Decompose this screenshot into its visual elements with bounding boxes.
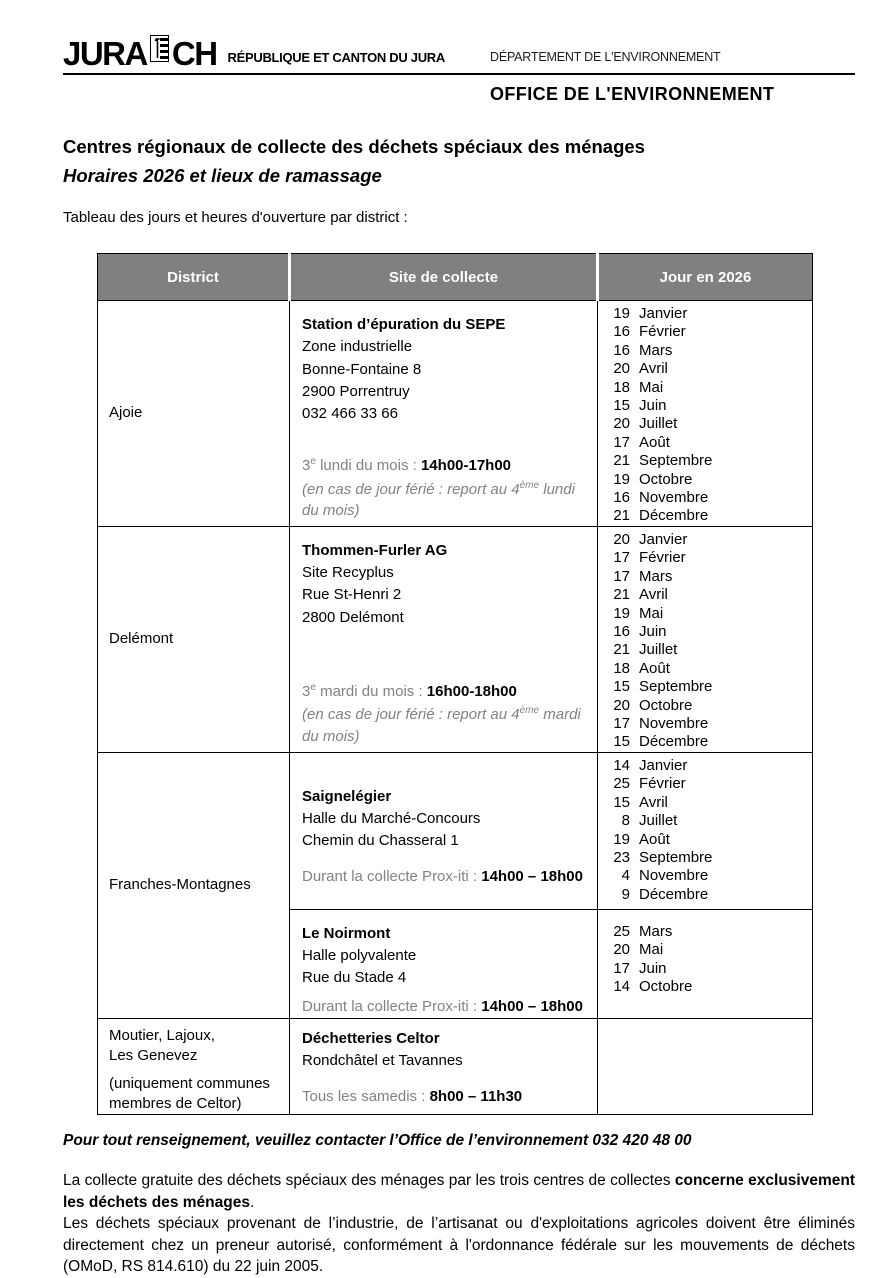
table-row xyxy=(98,1019,813,1115)
date-day: 17 xyxy=(613,433,630,451)
date-month: Juin xyxy=(639,959,667,977)
date-month: Août xyxy=(639,433,670,451)
collection-date xyxy=(608,471,808,489)
date-day: 16 xyxy=(613,489,630,507)
collection-date xyxy=(608,305,808,323)
collection-date xyxy=(608,960,808,978)
collection-date xyxy=(608,733,808,751)
text-line: Chemin du Chasseral 1 xyxy=(302,832,459,850)
date-day: 19 xyxy=(613,604,630,622)
text-line: Rue St-Henri 2 xyxy=(302,586,402,604)
page-subtitle: Horaires 2026 et lieux de ramassage xyxy=(63,165,382,186)
district-ajoie: Ajoie xyxy=(98,301,290,527)
collection-date xyxy=(608,489,808,507)
date-day: 17 xyxy=(613,567,630,585)
date-month: Décembre xyxy=(639,885,709,903)
date-month: Janvier xyxy=(639,305,688,322)
date-day: 17 xyxy=(613,959,630,977)
date-day: 25 xyxy=(613,922,630,940)
date-month: Avril xyxy=(639,360,668,378)
office-label: OFFICE DE L'ENVIRONNEMENT xyxy=(490,84,775,104)
site-cell-thommen-furler xyxy=(290,526,598,752)
holiday-note: (en cas de jour férié : report au 4ème mardi du mois) xyxy=(302,705,581,745)
date-month: Janvier xyxy=(639,530,688,548)
district-moutier-lajoux-les-genevez xyxy=(98,1019,290,1115)
collection-date xyxy=(608,849,808,867)
collection-date xyxy=(608,531,808,549)
text-line: Moutier, Lajoux, xyxy=(109,1027,215,1045)
site-name: Déchetteries Celtor xyxy=(302,1030,440,1048)
collection-date xyxy=(608,775,808,793)
table-header-row xyxy=(98,254,813,301)
schedule-line xyxy=(302,455,589,477)
collection-date xyxy=(608,507,808,525)
collection-date xyxy=(608,831,808,849)
site-cell-sepe xyxy=(290,301,598,527)
date-day: 18 xyxy=(613,378,630,396)
collection-date xyxy=(608,323,808,341)
jura-crest-icon xyxy=(150,35,169,67)
footer-paragraph-1: La collecte gratuite des déchets spéciaux des ménages par les trois centres de collectes concerne exclusivement les déchets des ménages. xyxy=(63,1172,855,1211)
date-day: 20 xyxy=(613,941,630,959)
date-day: 8 xyxy=(621,812,630,830)
date-month: Mars xyxy=(639,922,673,940)
date-day: 20 xyxy=(613,415,630,433)
date-day: 19 xyxy=(613,305,630,322)
date-day: 21 xyxy=(613,641,630,659)
text-line: Site Recyplus xyxy=(302,564,394,582)
date-day: 17 xyxy=(613,714,630,732)
date-day: 9 xyxy=(621,885,630,903)
date-month: Octobre xyxy=(639,696,693,714)
schedule-time: 16h00-18h00 xyxy=(426,683,517,701)
date-day: 19 xyxy=(613,470,630,488)
date-month: Novembre xyxy=(639,867,709,885)
site-address xyxy=(302,945,589,990)
dates-cell xyxy=(598,301,813,527)
district-delemont: Delémont xyxy=(98,526,290,752)
date-month: Août xyxy=(639,659,670,677)
collection-date xyxy=(608,415,808,433)
collection-date xyxy=(608,678,808,696)
date-month: Avril xyxy=(639,586,668,604)
date-month: Novembre xyxy=(639,714,709,732)
date-month: Juillet xyxy=(639,812,678,830)
table-row xyxy=(98,301,813,527)
date-month: Juin xyxy=(639,397,667,415)
collection-date xyxy=(608,660,808,678)
collection-date xyxy=(608,941,808,959)
date-day: 21 xyxy=(613,507,630,525)
date-month: Mars xyxy=(639,341,673,359)
column-header-district: District xyxy=(98,254,290,301)
schedule-line xyxy=(302,996,589,1018)
text-line: Rondchâtel et Tavannes xyxy=(302,1052,463,1070)
collection-date xyxy=(608,605,808,623)
date-day: 25 xyxy=(613,775,630,793)
date-month: Août xyxy=(639,830,670,848)
text-line: 2900 Porrentruy xyxy=(302,382,410,400)
date-month: Février xyxy=(639,323,686,341)
logo-text-ch: CH xyxy=(171,34,217,72)
collection-date xyxy=(608,379,808,397)
date-month: Janvier xyxy=(639,756,688,774)
date-month: Mai xyxy=(639,941,664,959)
schedule-label: 3e mardi du mois : xyxy=(302,682,427,701)
table-row xyxy=(98,526,813,752)
date-day: 16 xyxy=(613,323,630,341)
date-day: 16 xyxy=(613,341,630,359)
collection-date xyxy=(608,342,808,360)
district-name-lines xyxy=(109,1026,289,1066)
canton-label: RÉPUBLIQUE ET CANTON DU JURA xyxy=(227,50,445,65)
schedule-label: Durant la collecte Prox-iti : xyxy=(302,997,482,1015)
logo-text-jura: JURA xyxy=(63,34,147,72)
schedule-label: Durant la collecte Prox-iti : xyxy=(302,867,482,885)
collection-date xyxy=(608,360,808,378)
date-day: 21 xyxy=(613,452,630,470)
collection-date xyxy=(608,549,808,567)
collection-date xyxy=(608,623,808,641)
text-line: Bonne-Fontaine 8 xyxy=(302,360,422,378)
collection-date xyxy=(608,568,808,586)
text-line: 032 466 33 66 xyxy=(302,405,398,423)
schedule-time: 14h00-17h00 xyxy=(420,457,512,475)
text-line: Rue du Stade 4 xyxy=(302,969,407,987)
date-day: 21 xyxy=(613,586,630,604)
collection-date xyxy=(608,923,808,941)
collection-date xyxy=(608,812,808,830)
text-line: Zone industrielle xyxy=(302,338,413,356)
date-month: Juillet xyxy=(639,641,678,659)
district-franches-montagnes: Franches-Montagnes xyxy=(98,752,290,1018)
dates-cell xyxy=(598,526,813,752)
date-day: 15 xyxy=(613,678,630,696)
site-address xyxy=(302,336,589,425)
date-day: 14 xyxy=(613,978,630,996)
text-line: Halle du Marché-Concours xyxy=(302,810,481,828)
collection-date xyxy=(608,697,808,715)
date-day: 20 xyxy=(613,360,630,378)
site-address xyxy=(302,1050,589,1072)
date-month: Mai xyxy=(639,378,664,396)
collection-date xyxy=(608,397,808,415)
date-month: Mai xyxy=(639,604,664,622)
collection-date xyxy=(608,452,808,470)
date-month: Février xyxy=(639,549,686,567)
date-day: 19 xyxy=(613,830,630,848)
footer-bold-emphasis: concerne exclusivement les déchets des ménages xyxy=(63,1172,855,1211)
schedule-label: 3e lundi du mois : xyxy=(302,456,421,475)
date-month: Septembre xyxy=(639,848,713,866)
collection-date xyxy=(608,434,808,452)
dates-cell xyxy=(598,752,813,909)
date-day: 15 xyxy=(613,397,630,415)
schedule-line xyxy=(302,866,589,888)
date-month: Décembre xyxy=(639,733,709,751)
date-month: Septembre xyxy=(639,678,713,696)
collection-date xyxy=(608,715,808,733)
letterhead-rule xyxy=(63,73,855,75)
collection-schedule-table xyxy=(97,253,813,1115)
date-day: 17 xyxy=(613,549,630,567)
collection-date xyxy=(608,867,808,885)
page-bottom-cutoff-text xyxy=(768,1227,798,1234)
text-line: (uniquement communes xyxy=(109,1075,270,1093)
date-day: 18 xyxy=(613,659,630,677)
date-month: Juin xyxy=(639,622,667,640)
table-row xyxy=(98,752,813,909)
collection-date xyxy=(608,886,808,904)
date-day: 16 xyxy=(613,622,630,640)
site-cell-le-noirmont xyxy=(290,909,598,1018)
date-month: Février xyxy=(639,775,686,793)
collection-date xyxy=(608,641,808,659)
schedule-time: 8h00 – 11h30 xyxy=(429,1087,523,1105)
intro-text: Tableau des jours et heures d'ouverture par district : xyxy=(63,209,408,226)
text-line: 2800 Delémont xyxy=(302,608,404,626)
column-header-site: Site de collecte xyxy=(290,254,598,301)
date-day: 23 xyxy=(613,848,630,866)
date-day: 15 xyxy=(613,793,630,811)
date-day: 20 xyxy=(613,530,630,548)
schedule-time: 14h00 – 18h00 xyxy=(481,997,583,1015)
footer-paragraph-2: Les déchets spéciaux provenant de l’industrie, de l’artisanat ou d'exploitations agricoles doivent être éliminés directement chez un preneur autorisé, conformément à l'ordonnance fédérale sur les mouvements de déchets (OMoD, RS 814.610) du 22 juin 2005. xyxy=(63,1215,855,1276)
date-month: Mars xyxy=(639,567,673,585)
dates-cell xyxy=(598,909,813,1018)
collection-date xyxy=(608,586,808,604)
site-address xyxy=(302,562,589,629)
date-day: 4 xyxy=(621,867,630,885)
page-title: Centres régionaux de collecte des déchets spéciaux des ménages xyxy=(63,136,645,157)
date-month: Décembre xyxy=(639,507,709,525)
site-name: Thommen-Furler AG xyxy=(302,541,448,559)
site-cell-saignelegier xyxy=(290,752,598,909)
text-line: Halle polyvalente xyxy=(302,947,417,965)
schedule-label: Tous les samedis : xyxy=(302,1087,430,1105)
site-address xyxy=(302,808,589,853)
date-month: Octobre xyxy=(639,978,693,996)
date-month: Septembre xyxy=(639,452,713,470)
column-header-days: Jour en 2026 xyxy=(598,254,813,301)
site-name: Le Noirmont xyxy=(302,924,391,942)
site-name: Saignelégier xyxy=(302,787,392,805)
date-month: Juillet xyxy=(639,415,678,433)
collection-date xyxy=(608,978,808,996)
date-day: 14 xyxy=(613,756,630,774)
schedule-line xyxy=(302,1086,589,1108)
dates-cell-empty xyxy=(598,1019,813,1115)
date-day: 15 xyxy=(613,733,630,751)
letterhead xyxy=(63,30,855,72)
date-month: Octobre xyxy=(639,470,693,488)
district-note xyxy=(109,1074,289,1114)
collection-date xyxy=(608,757,808,775)
date-month: Avril xyxy=(639,793,668,811)
schedule-line xyxy=(302,681,589,703)
date-month: Novembre xyxy=(639,489,709,507)
text-line: membres de Celtor) xyxy=(109,1095,242,1113)
contact-info: Pour tout renseignement, veuillez contacter l’Office de l’environnement 032 420 48 00 xyxy=(63,1132,692,1150)
collection-date xyxy=(608,794,808,812)
date-day: 20 xyxy=(613,696,630,714)
department-label: DÉPARTEMENT DE L'ENVIRONNEMENT xyxy=(490,50,721,64)
site-cell-celtor xyxy=(290,1019,598,1115)
site-name: Station d’épuration du SEPE xyxy=(302,316,506,333)
holiday-note: (en cas de jour férié : report au 4ème lundi du mois) xyxy=(302,479,575,520)
schedule-time: 14h00 – 18h00 xyxy=(481,867,583,885)
jura-logo xyxy=(63,34,445,72)
text-line: Les Genevez xyxy=(109,1047,198,1065)
